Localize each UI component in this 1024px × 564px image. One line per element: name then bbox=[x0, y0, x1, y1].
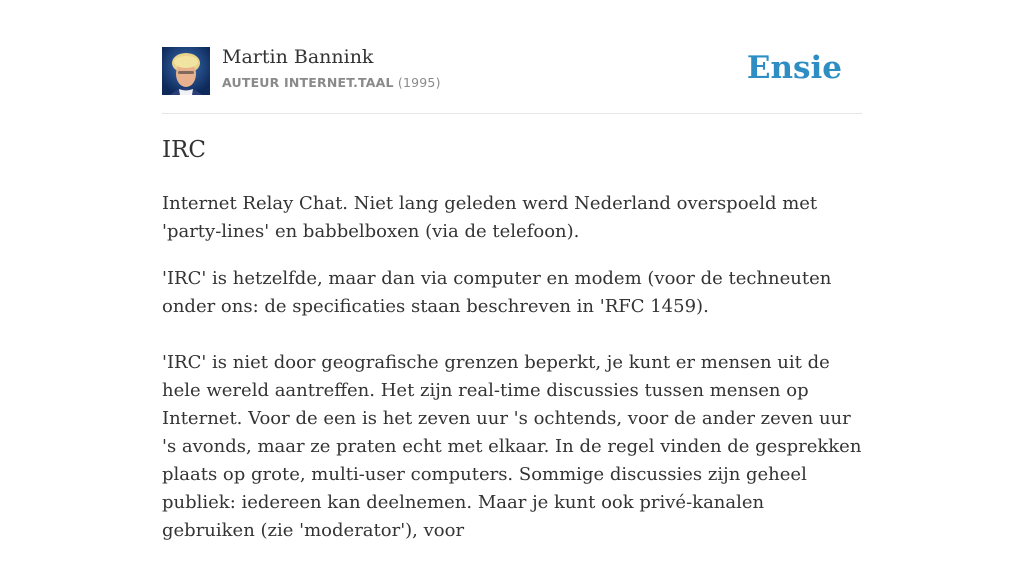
author-role-title: AUTEUR INTERNET.TAAL bbox=[222, 75, 394, 90]
author-photo-icon bbox=[162, 47, 210, 95]
author-avatar[interactable] bbox=[162, 47, 210, 95]
author-role bbox=[222, 75, 441, 90]
entry-title: IRC bbox=[162, 137, 207, 163]
site-logo[interactable]: Ensie bbox=[746, 50, 842, 86]
author-name[interactable]: Martin Bannink bbox=[222, 46, 374, 68]
entry-paragraph: 'IRC' is hetzelfde, maar dan via computer en modem (voor de techneuten onder ons: de specificaties staan beschreven in 'RFC 1459). bbox=[162, 268, 832, 317]
entry-paragraph: 'IRC' is niet door geografische grenzen beperkt, je kunt er mensen uit de hele wereld aantreffen. Het zijn real-time discussies tussen mensen op Internet. Voor de een is het zeven uur 's ochtends, voor de ander zeven uur 's avonds, maar ze praten echt met elkaar. In de regel vinden de gesprekken plaats op grote, multi-user computers. Sommige discussies zijn geheel publiek: iedereen kan deelnemen. Maar je kunt ook privé-kanalen gebruiken (zie 'moderator'), voor bbox=[162, 352, 862, 541]
author-role-year: (1995) bbox=[397, 75, 441, 90]
author-header bbox=[162, 46, 862, 114]
entry-content bbox=[162, 190, 862, 564]
entry-paragraph: Internet Relay Chat. Niet lang geleden werd Nederland overspoeld met 'party-lines' en babbelboxen (via de telefoon). bbox=[162, 193, 818, 242]
